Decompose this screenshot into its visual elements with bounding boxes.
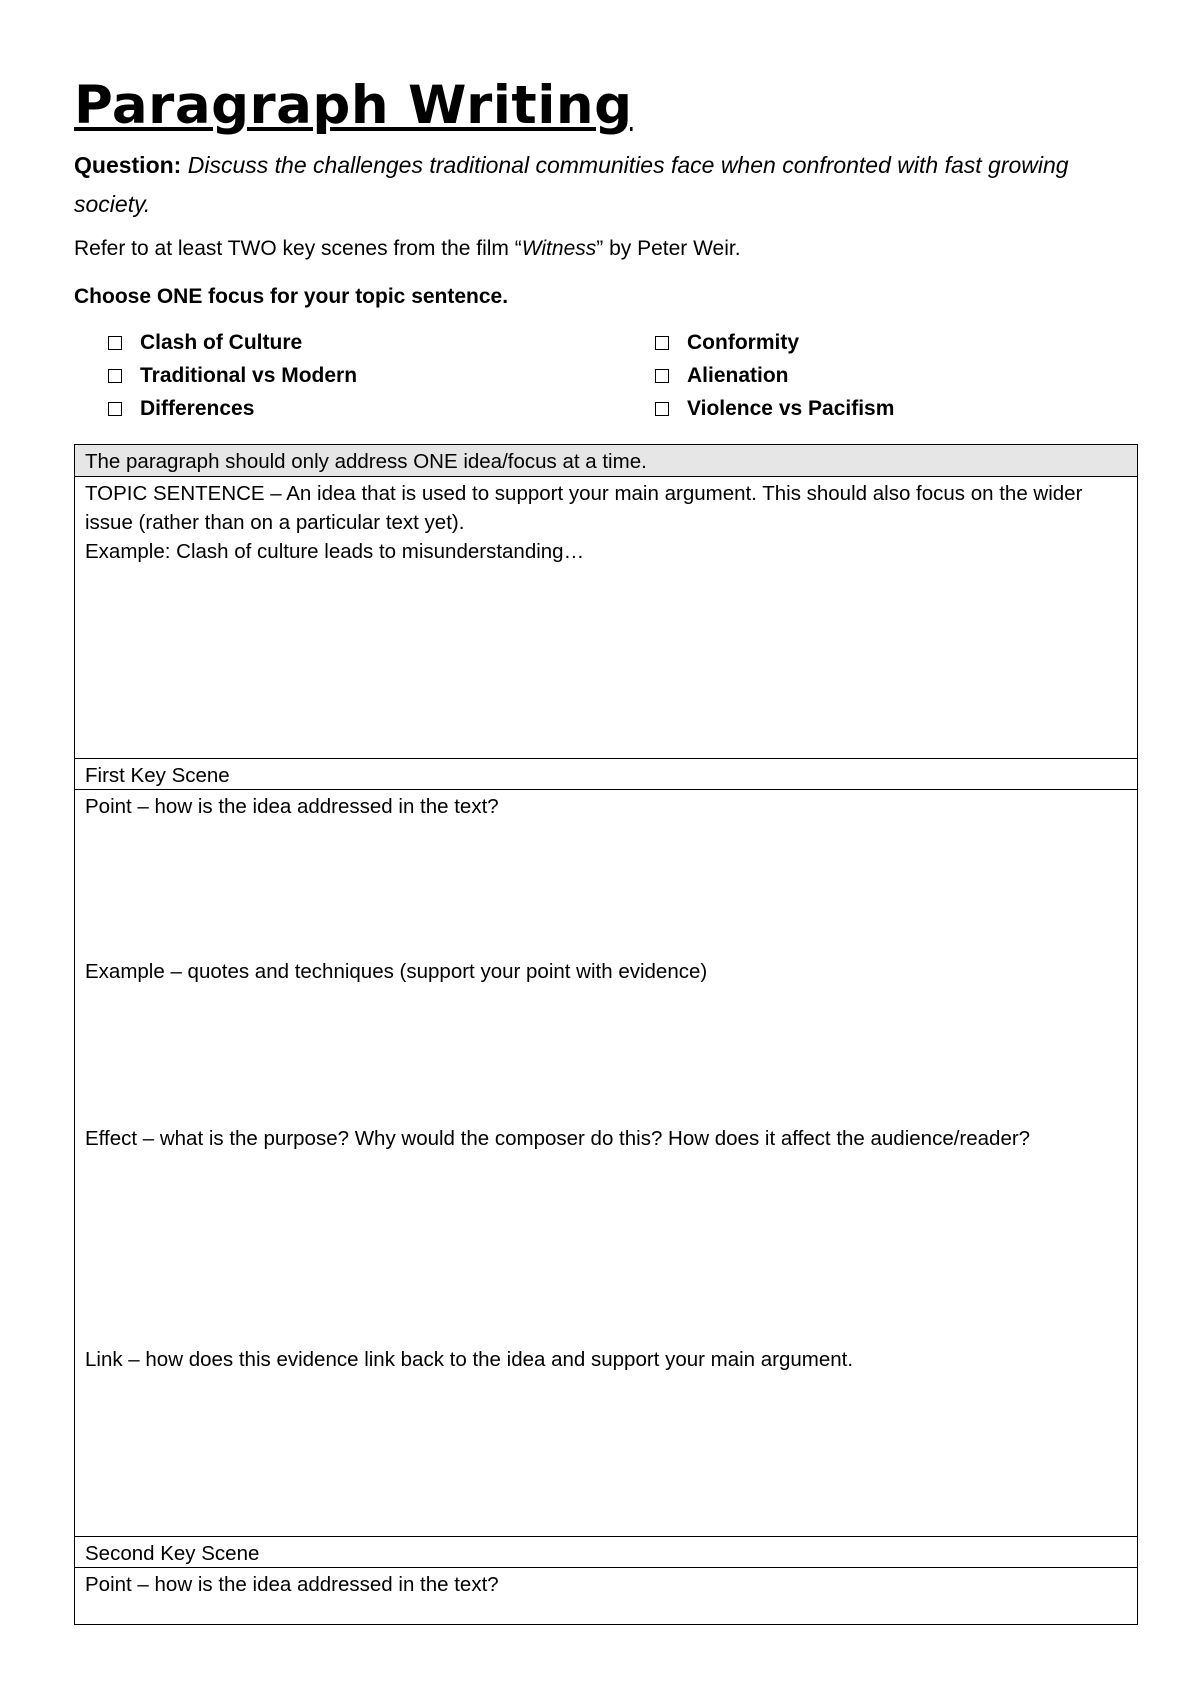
option-violence-vs-pacifism[interactable]: [655, 392, 1138, 425]
option-label: Clash of Culture: [140, 330, 303, 354]
option-clash-of-culture[interactable]: [108, 326, 591, 359]
link-prompt: Link – how does this evidence link back to the idea and support your main argument.: [85, 1348, 854, 1371]
checkbox-icon[interactable]: [108, 336, 122, 350]
option-label: Traditional vs Modern: [140, 363, 358, 387]
option-label: Differences: [140, 396, 255, 420]
checkbox-icon[interactable]: [108, 402, 122, 416]
option-label: Alienation: [687, 363, 789, 387]
topic-instruction: TOPIC SENTENCE – An idea that is used to support your main argument. This should also focus on the wider issue (rather than on a particular text yet).: [85, 482, 1083, 534]
checkbox-icon[interactable]: [108, 369, 122, 383]
second-point-prompt: Point – how is the idea addressed in the text?: [85, 1573, 499, 1596]
focus-options: [74, 326, 1138, 425]
option-traditional-vs-modern[interactable]: [108, 359, 591, 392]
choose-instruction: Choose ONE focus for your topic sentence.: [74, 285, 509, 308]
example-prompt: Example – quotes and techniques (support your point with evidence): [85, 960, 708, 983]
checkbox-icon[interactable]: [655, 369, 669, 383]
option-conformity[interactable]: [655, 326, 1138, 359]
point-prompt: Point – how is the idea addressed in the text?: [85, 795, 499, 818]
option-alienation[interactable]: [655, 359, 1138, 392]
question-label: Question:: [74, 152, 182, 178]
question: [74, 146, 1138, 224]
question-text: Discuss the challenges traditional communities face when confronted with fast growing society.: [74, 152, 1069, 217]
checkbox-icon[interactable]: [655, 336, 669, 350]
effect-prompt: Effect – what is the purpose? Why would the composer do this? How does it affect the audience/reader?: [85, 1127, 1031, 1150]
checkbox-icon[interactable]: [655, 402, 669, 416]
options-left-column: [74, 326, 591, 425]
table-header: The paragraph should only address ONE idea/focus at a time.: [75, 445, 1137, 476]
second-scene-cell[interactable]: [75, 1567, 1137, 1624]
option-differences[interactable]: [108, 392, 591, 425]
paragraph-table: [74, 444, 1138, 1625]
page-title: Paragraph Writing: [74, 75, 633, 136]
first-key-scene-label: First Key Scene: [75, 758, 1137, 789]
options-right-column: [591, 326, 1138, 425]
topic-example: Example: Clash of culture leads to misunderstanding…: [85, 540, 585, 563]
refer-after: ” by Peter Weir.: [596, 237, 741, 260]
topic-sentence-cell[interactable]: [75, 476, 1137, 758]
option-label: Conformity: [687, 330, 799, 354]
worksheet: [74, 72, 1138, 425]
option-label: Violence vs Pacifism: [687, 396, 895, 420]
second-key-scene-label: Second Key Scene: [75, 1536, 1137, 1567]
film-title: Witness: [521, 237, 597, 260]
refer-before: Refer to at least TWO key scenes from the film “: [74, 237, 522, 260]
first-scene-cell[interactable]: [75, 789, 1137, 1536]
refer-instruction: [74, 235, 1138, 263]
